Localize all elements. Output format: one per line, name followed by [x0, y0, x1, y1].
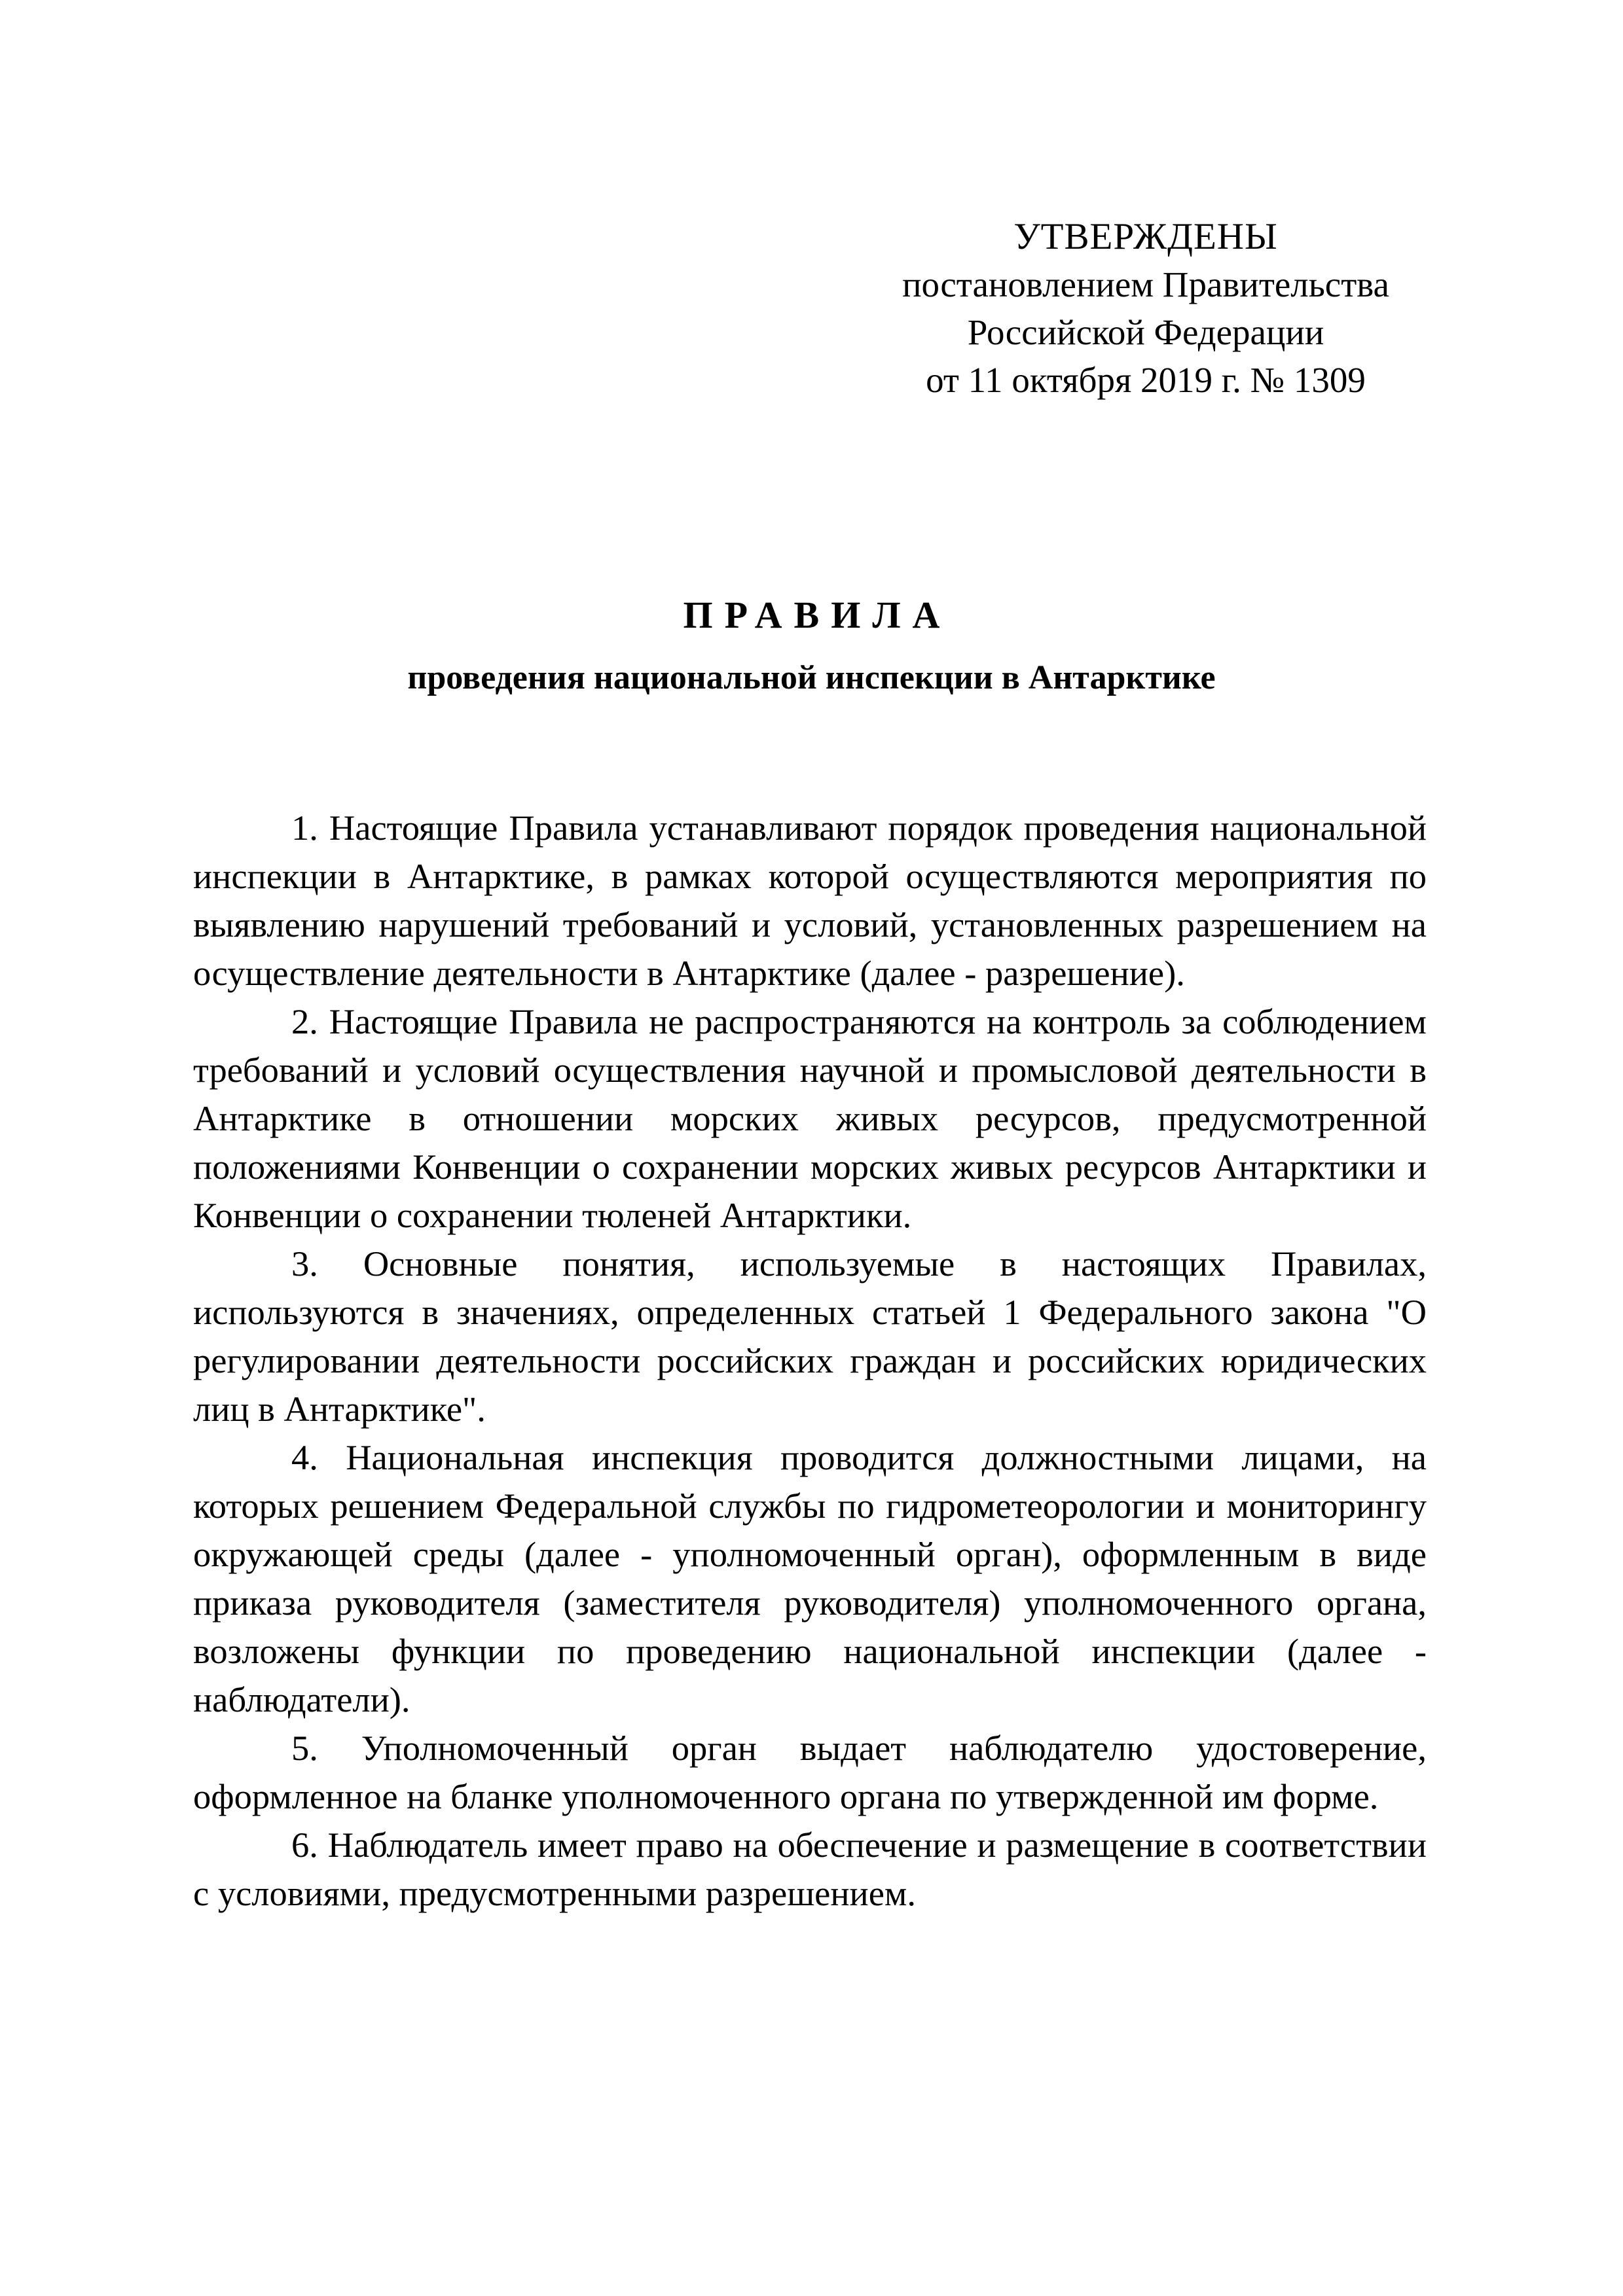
paragraph: 5. Уполномоченный орган выдает наблюдателю удостоверение, оформленное на бланке уполномоченного органа по утвержденной им форме.	[193, 1728, 1427, 1816]
document-heading	[0, 589, 1623, 704]
approval-line: Российской Федерации	[967, 312, 1324, 352]
approval-title: УТВЕРЖДЕНЫ	[1013, 216, 1278, 257]
document-title: ПРАВИЛА	[683, 594, 952, 636]
paragraph: 2. Настоящие Правила не распространяются на контроль за соблюдением требований и условий осуществления научной и промысловой деятельности в Антарктике в отношении морских живых ресурсов, предусмотренной положениями Конвенции о сохранении морских живых ресурсов Антарктики и Конвенции о сохранении тюленей Антарктики.	[193, 1001, 1427, 1235]
approval-date-number: от 11 октября 2019 г. № 1309	[926, 360, 1366, 400]
document-body	[193, 804, 1427, 1918]
approval-block	[884, 213, 1408, 404]
paragraph: 4. Национальная инспекция проводится должностными лицами, на которых решением Федеральной службы по гидрометеорологии и мониторингу окружающей среды (далее - уполномоченный орган), оформленным в виде приказа руководителя (заместителя руководителя) уполномоченного органа, возложены функции по проведению национальной инспекции (далее - наблюдатели).	[193, 1437, 1427, 1719]
approval-line: постановлением Правительства	[902, 264, 1389, 304]
paragraph: 6. Наблюдатель имеет право на обеспечение и размещение в соответствии с условиями, предусмотренными разрешением.	[193, 1825, 1427, 1913]
paragraph: 1. Настоящие Правила устанавливают порядок проведения национальной инспекции в Антарктике, в рамках которой осуществляются мероприятия по выявлению нарушений требований и условий, установленных разрешением на осуществление деятельности в Антарктике (далее - разрешение).	[193, 808, 1427, 993]
paragraph: 3. Основные понятия, используемые в настоящих Правилах, используются в значениях, определенных статьей 1 Федерального закона "О регулировании деятельности российских граждан и российских юридических лиц в Антарктике".	[193, 1244, 1427, 1429]
document-subtitle: проведения национальной инспекции в Антарктике	[407, 659, 1216, 696]
